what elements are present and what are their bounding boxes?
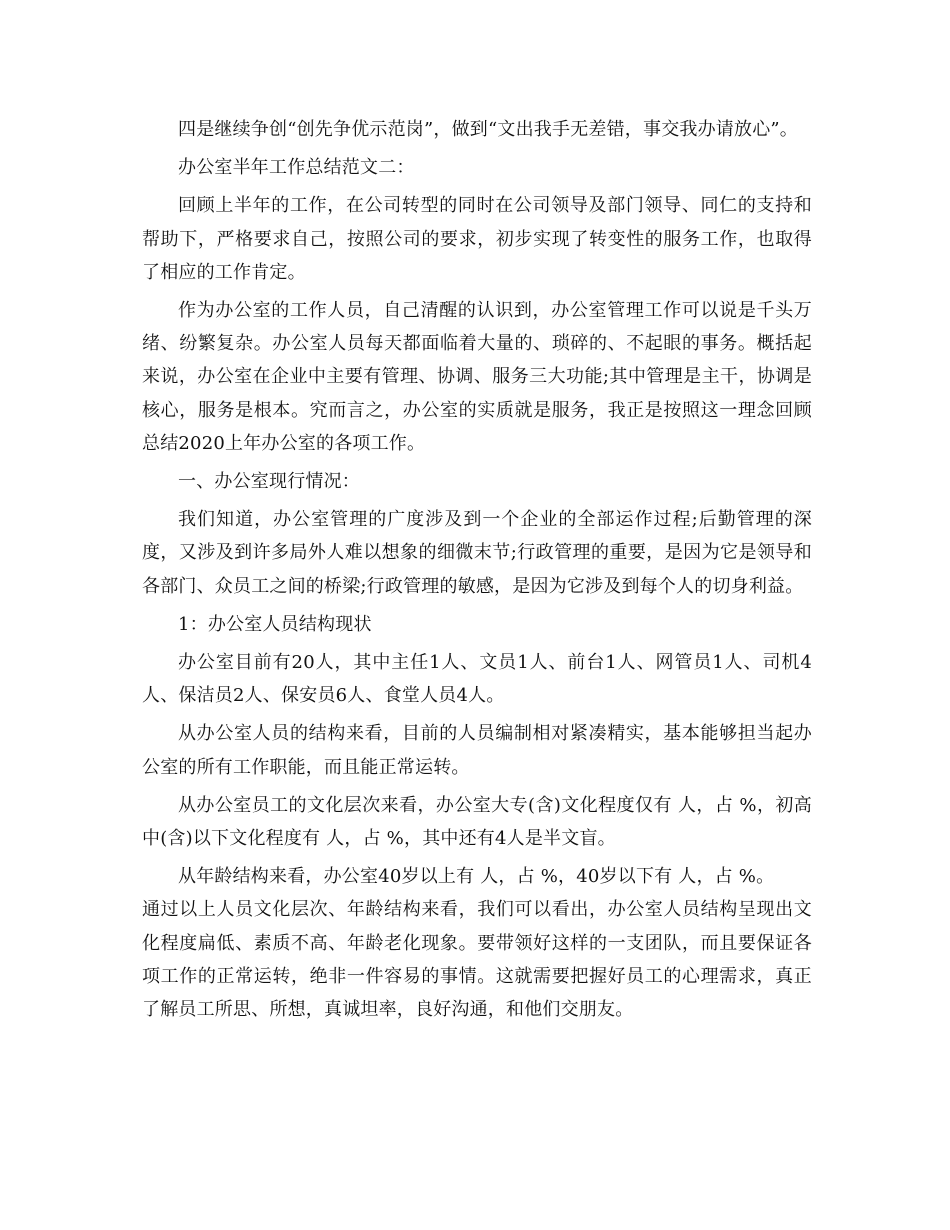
document-body: [142, 113, 812, 1026]
paragraph-6: 办公室目前有20人，其中主任1人、文员1人、前台1人、网管员1人、司机4人、保洁员2人、保安员6人、食堂人员4人。: [142, 652, 812, 707]
paragraph-9: 从年龄结构来看，办公室40岁以上有 人，占 %，40岁以下有 人，占 %。: [178, 866, 775, 888]
paragraph-5: 我们知道，办公室管理的广度涉及到一个企业的全部运作过程;后勤管理的深度，又涉及到许多局外人难以想象的细微末节;行政管理的重要，是因为它是领导和各部门、众员工之间的桥梁;行政管理的敏感，是因为它涉及到每个人的切身利益。: [142, 509, 812, 597]
paragraph-7: 从办公室人员的结构来看，目前的人员编制相对紧凑精实，基本能够担当起办公室的所有工作职能，而且能正常运转。: [142, 723, 812, 778]
subsection-heading-1: 1：办公室人员结构现状: [178, 613, 372, 635]
section-heading-1: 一、办公室现行情况：: [178, 471, 360, 493]
paragraph-2-heading: 办公室半年工作总结范文二：: [178, 157, 415, 179]
paragraph-3: 回顾上半年的工作，在公司转型的同时在公司领导及部门领导、同仁的支持和帮助下，严格要求自己，按照公司的要求，初步实现了转变性的服务工作，也取得了相应的工作肯定。: [142, 195, 812, 283]
paragraph-4: 作为办公室的工作人员，自己清醒的认识到，办公室管理工作可以说是千头万绪、纷繁复杂。办公室人员每天都面临着大量的、琐碎的、不起眼的事务。概括起来说，办公室在企业中主要有管理、协调、服务三大功能;其中管理是主干，协调是核心，服务是根本。究而言之，办公室的实质就是服务，我正是按照这一理念回顾总结2020上年办公室的各项工作。: [142, 300, 812, 454]
paragraph-8: 从办公室员工的文化层次来看，办公室大专(含)文化程度仅有 人，占 %，初高中(含)以下文化程度有 人，占 %，其中还有4人是半文盲。: [142, 794, 812, 850]
paragraph-10: 通过以上人员文化层次、年龄结构来看，我们可以看出，办公室人员结构呈现出文化程度扁低、素质不高、年龄老化现象。要带领好这样的一支团队，而且要保证各项工作的正常运转，绝非一件容易的事情。这就需要把握好员工的心理需求，真正了解员工所思、所想，真诚坦率，良好沟通，和他们交朋友。: [142, 899, 812, 1021]
paragraph-1: 四是继续争创“创先争优示范岗”，做到“文出我手无差错，事交我办请放心”。: [178, 119, 799, 140]
